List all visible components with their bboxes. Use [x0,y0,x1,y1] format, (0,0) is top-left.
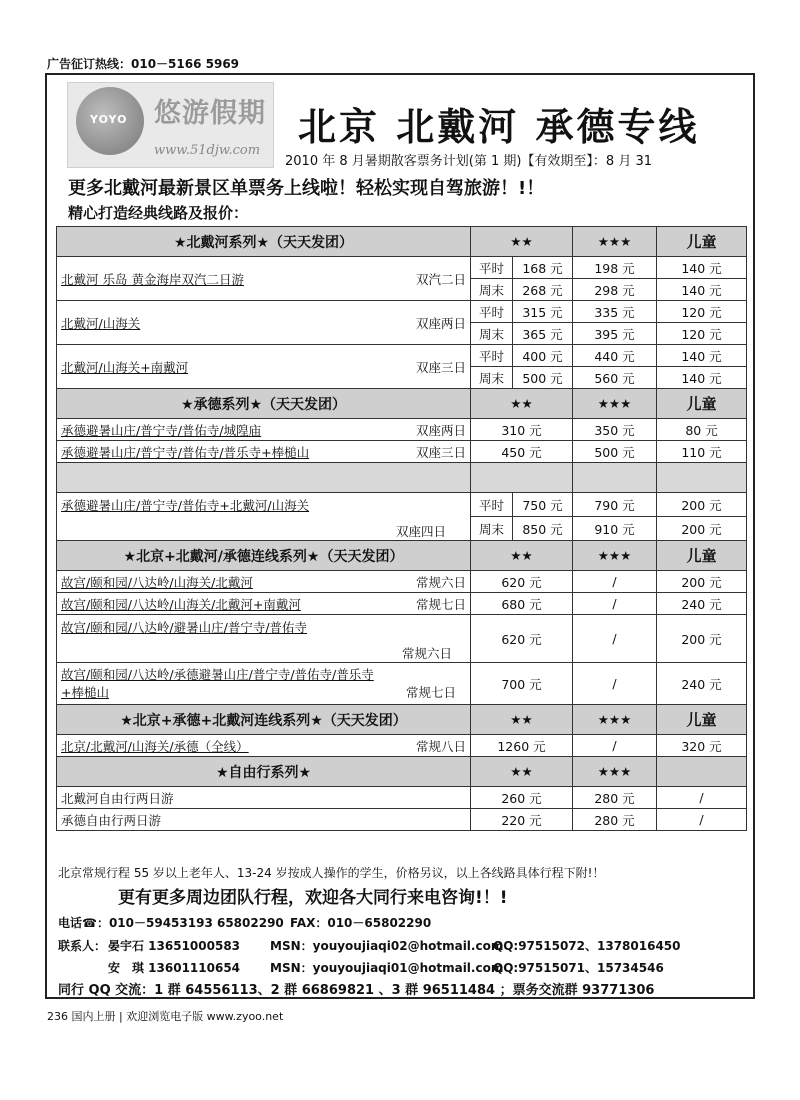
price-three: / [573,593,657,615]
col-two-star: ★★ [471,541,573,571]
price-two: 750 元 [513,493,573,517]
contact-qq: QQ:97515071、15734546 [493,961,664,975]
price-two: 268 元 [513,279,573,301]
price-child: 200 元 [657,571,747,593]
route-cell [57,257,471,301]
price-child: 80 元 [657,419,747,441]
price-two: 500 元 [513,367,573,389]
section-header-bj-cd-bdh [57,705,747,735]
route-type: 常规六日 [401,646,452,661]
table-row [57,419,747,441]
route-name: 北戴河自由行两日游 [57,787,471,809]
col-child: 儿童 [657,705,747,735]
route-cell [57,615,471,663]
price-child: 140 元 [657,257,747,279]
section-title: ★北戴河系列★（天天发团） [57,227,471,257]
route-cell [57,441,471,463]
col-two-star: ★★ [471,389,573,419]
price-two: 680 元 [471,593,573,615]
price-three: 790 元 [573,493,657,517]
price-child: 120 元 [657,301,747,323]
contact-tel: 电话☎：010－59453193 65802290 [58,916,284,930]
brand-url: www.51djw.com [154,143,261,158]
col-child: 儿童 [657,541,747,571]
route-type: 常规七日 [415,596,466,612]
route-name: 承德避暑山庄/普宁寺/普佑寺+北戴河/山海关 [61,498,310,513]
table-row [57,615,747,663]
price-three: 280 元 [573,787,657,809]
table-row [57,663,747,705]
col-three-star: ★★★ [573,227,657,257]
blank-band [57,463,747,493]
route-name: 北京/北戴河/山海关/承德（全线） [61,738,249,754]
col-two-star: ★★ [471,227,573,257]
route-cell [57,663,471,705]
route-name: 故宫/颐和园/八达岭/山海关/北戴河+南戴河 [61,596,301,612]
ad-hotline: 广告征订热线：010－5166 5969 [47,57,240,71]
page-footer: 236 国内上册 | 欢迎浏览电子版 www.zyoo.net [47,1010,284,1023]
price-three: / [573,735,657,757]
route-type: 双汽二日 [415,271,466,287]
price-two: 850 元 [513,517,573,541]
price-three: 395 元 [573,323,657,345]
price-child: 320 元 [657,735,747,757]
price-two: 168 元 [513,257,573,279]
blank-cell [57,463,471,493]
price-three: 910 元 [573,517,657,541]
price-child: 200 元 [657,493,747,517]
section-title: ★北京+承德+北戴河连线系列★（天天发团） [57,705,471,735]
section-header-beidaihe [57,227,747,257]
route-name: 北戴河/山海关+南戴河 [61,359,189,375]
price-three: 350 元 [573,419,657,441]
contact-person: 晏宇石 13651000583 [108,939,241,953]
col-three-star: ★★★ [573,757,657,787]
table-row [57,345,747,367]
section-header-free [57,757,747,787]
table-row [57,593,747,615]
route-name: 故宫/颐和园/八达岭/承德避暑山庄/普宁寺/普佑寺/普乐寺 [61,667,374,682]
table-row [57,493,747,517]
notes-line: 北京常规行程 55 岁以上老年人、13-24 岁按成人操作的学生，价格另议，以上各线路具体行程下附!！ [58,866,605,880]
route-name: 故宫/颐和园/八达岭/山海关/北戴河 [61,574,253,590]
route-name: 北戴河/山海关 [61,315,141,331]
price-child: / [657,809,747,831]
route-name: 承德自由行两日游 [57,809,471,831]
price-three: 440 元 [573,345,657,367]
price-three: 500 元 [573,441,657,463]
route-cell [57,593,471,615]
price-two: 1260 元 [471,735,573,757]
weekend-label: 周末 [471,279,513,301]
price-table [56,226,747,831]
table-row [57,257,747,279]
brand-name: 悠游假期 [154,98,266,129]
route-type: 常规八日 [415,738,466,754]
weekday-label: 平时 [471,257,513,279]
route-type: 双座两日 [415,422,466,438]
page-subtitle: 2010 年 8 月暑期散客票务计划(第 1 期)【有效期至】：8 月 31 [285,154,653,169]
blank-cell [657,463,747,493]
price-three: 298 元 [573,279,657,301]
route-type: 双座两日 [415,315,466,331]
contact-fax: FAX：010－65802290 [290,916,432,930]
notes-callout: 更有更多周边团队行程，欢迎各大同行来电咨询!！! [118,888,508,908]
price-two: 220 元 [471,809,573,831]
price-child: 140 元 [657,345,747,367]
price-two: 400 元 [513,345,573,367]
route-type: 双座四日 [395,524,446,539]
route-cell [57,493,471,541]
table-row [57,787,747,809]
col-child-empty [657,757,747,787]
route-name: 承德避暑山庄/普宁寺/普佑寺/普乐寺+棒槌山 [61,444,310,460]
contact-msn: MSN：youyoujiaqi01@hotmail.com [270,961,504,975]
table-row [57,735,747,757]
brand-logo [67,82,274,168]
route-type: 常规七日 [405,685,456,700]
weekend-label: 周末 [471,517,513,541]
price-two: 620 元 [471,615,573,663]
section-title: ★北京+北戴河/承德连线系列★（天天发团） [57,541,471,571]
col-three-star: ★★★ [573,541,657,571]
price-three: / [573,663,657,705]
route-name: 承德避暑山庄/普宁寺/普佑寺/城隍庙 [61,422,262,438]
contact-person: 安 琪 13601110654 [108,961,241,975]
route-cell [57,419,471,441]
price-child: 240 元 [657,593,747,615]
section-header-bj-bdh-cd [57,541,747,571]
route-cell [57,571,471,593]
price-child: 110 元 [657,441,747,463]
section-title: ★承德系列★（天天发团） [57,389,471,419]
price-child: 140 元 [657,279,747,301]
blank-cell [471,463,573,493]
price-three: 198 元 [573,257,657,279]
contact-msn: MSN：youyoujiaqi02@hotmail.com [270,939,504,953]
weekend-label: 周末 [471,367,513,389]
route-type: 双座三日 [415,444,466,460]
route-cell [57,735,471,757]
price-three: 280 元 [573,809,657,831]
price-child: 120 元 [657,323,747,345]
price-two: 620 元 [471,571,573,593]
route-name-cont: +棒槌山 [61,685,109,700]
price-three: / [573,571,657,593]
weekday-label: 平时 [471,345,513,367]
price-child: 200 元 [657,615,747,663]
promo-banner: 更多北戴河最新景区单票务上线啦！轻松实现自驾旅游！!！ [68,178,545,199]
weekend-label: 周末 [471,323,513,345]
table-row [57,809,747,831]
table-row [57,301,747,323]
weekday-label: 平时 [471,301,513,323]
price-two: 450 元 [471,441,573,463]
price-two: 365 元 [513,323,573,345]
route-name: 北戴河 乐岛 黄金海岸双汽二日游 [61,271,244,287]
blank-cell [573,463,657,493]
qq-groups: 同行 QQ 交流：1 群 64556113、2 群 66869821 、3 群 96511484 ；票务交流群 93771306 [58,983,655,998]
col-three-star: ★★★ [573,705,657,735]
section-title: ★自由行系列★ [57,757,471,787]
route-type: 双座三日 [415,359,466,375]
price-child: 140 元 [657,367,747,389]
col-three-star: ★★★ [573,389,657,419]
price-child: 240 元 [657,663,747,705]
contacts-label: 联系人： [58,939,107,953]
table-row [57,441,747,463]
price-two: 315 元 [513,301,573,323]
route-type: 常规六日 [415,574,466,590]
price-two: 700 元 [471,663,573,705]
weekday-label: 平时 [471,493,513,517]
price-three: / [573,615,657,663]
section-header-chengde [57,389,747,419]
price-three: 560 元 [573,367,657,389]
col-two-star: ★★ [471,757,573,787]
price-child: 200 元 [657,517,747,541]
intro-text: 精心打造经典线路及报价： [68,204,249,222]
route-cell [57,301,471,345]
logo-text: YOYO [90,113,128,126]
table-row [57,571,747,593]
route-name: 故宫/颐和园/八达岭/避暑山庄/普宁寺/普佑寺 [61,620,308,635]
col-child: 儿童 [657,389,747,419]
price-three: 335 元 [573,301,657,323]
price-child: / [657,787,747,809]
page-title: 北京 北戴河 承德专线 [298,105,700,149]
route-cell [57,345,471,389]
col-child: 儿童 [657,227,747,257]
price-two: 260 元 [471,787,573,809]
contact-qq: QQ:97515072、1378016450 [493,939,681,953]
price-two: 310 元 [471,419,573,441]
col-two-star: ★★ [471,705,573,735]
